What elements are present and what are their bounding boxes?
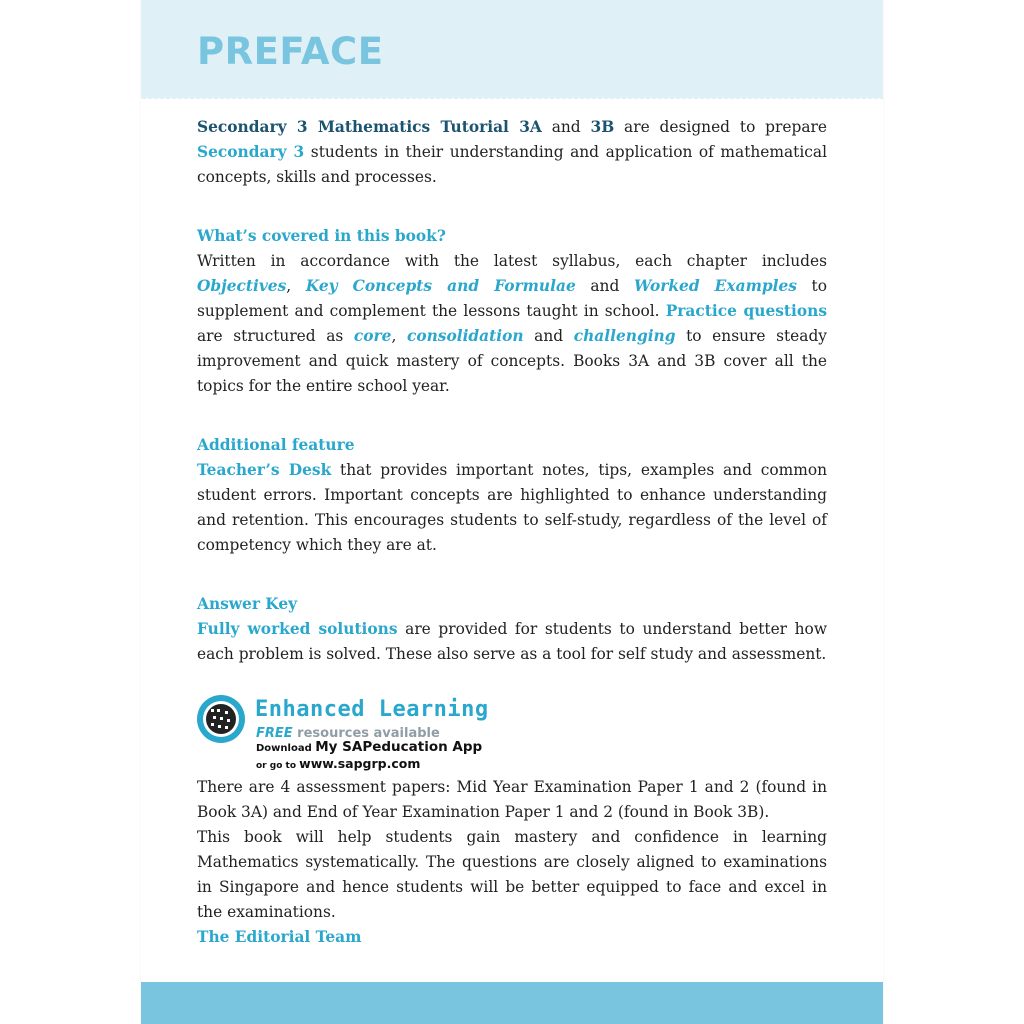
closing-paragraph: This book will help students gain mastery and confidence in learning Mathematics systematically. The questions are closely aligned to examinations in Singapore and hence students will be better equipped to face and excel in the examinations.: [197, 828, 827, 921]
solutions-term: Fully worked solutions: [197, 620, 398, 638]
header-band: [141, 0, 883, 98]
answer-key-paragraph: Fully worked solutions are provided for students to understand better how each problem is solved. These also serve as a tool for self study and assessment.: [197, 620, 827, 663]
intro-paragraph: Secondary 3 Mathematics Tutorial 3A and 3B are designed to prepare Secondary 3 students in their understanding and application of mathematical concepts, skills and processes.: [197, 118, 827, 186]
download-app-label: Download My SAPeducation App: [256, 739, 483, 755]
key-concepts-term: Key Concepts and Formulae: [305, 277, 576, 295]
enhanced-learning-title: Enhanced Learning: [255, 697, 489, 722]
core-term: core: [353, 327, 392, 345]
enhanced-learning-promo: [197, 695, 827, 775]
challenging-term: challenging: [573, 327, 676, 345]
answer-key-section: [197, 592, 827, 667]
website-link[interactable]: or go to www.sapgrp.com: [256, 756, 421, 771]
covered-paragraph: Written in accordance with the latest syllabus, each chapter includes Objectives, Key Concepts and Formulae and Worked Examples to supplement and complement the lessons taught in school. Practice questions are structured as core, consolidation and challenging to ensure steady improvement and quick mastery of concepts. Books 3A and 3B cover all the topics for the entire school year.: [197, 252, 828, 395]
objectives-term: Objectives: [197, 277, 287, 295]
qr-code-icon: [197, 695, 245, 743]
free-resources-label: FREE resources available: [256, 726, 440, 741]
additional-section: [197, 433, 827, 558]
page-title: PREFACE: [197, 30, 384, 73]
signoff: The Editorial Team: [197, 928, 362, 946]
practice-term: Practice questions: [665, 302, 827, 320]
covered-heading: What’s covered in this book?: [197, 227, 446, 245]
assessment-papers-text: There are 4 assessment papers: Mid Year Examination Paper 1 and 2 (found in Book 3A) and End of Year Examination Paper 1 and 2 (found in Book 3B).: [197, 778, 827, 821]
worked-examples-term: Worked Examples: [633, 277, 797, 295]
consolidation-term: consolidation: [406, 327, 524, 345]
book-3b: 3B: [590, 118, 615, 136]
preface-content: [197, 115, 827, 950]
additional-heading: Additional feature: [197, 436, 355, 454]
book-title: Secondary 3 Mathematics Tutorial 3A: [197, 118, 542, 136]
additional-paragraph: Teacher’s Desk that provides important notes, tips, examples and common student errors. Important concepts are highlighted to enhance understanding and retention. This encourages students to self-study, regardless of the level of competency which they are at.: [197, 461, 827, 554]
covered-section: [197, 224, 827, 399]
document-page: [141, 0, 883, 1024]
level-label: Secondary 3: [197, 143, 305, 161]
teachers-desk-term: Teacher’s Desk: [197, 461, 332, 479]
answer-key-heading: Answer Key: [197, 595, 298, 613]
footer-band: [141, 982, 883, 1024]
